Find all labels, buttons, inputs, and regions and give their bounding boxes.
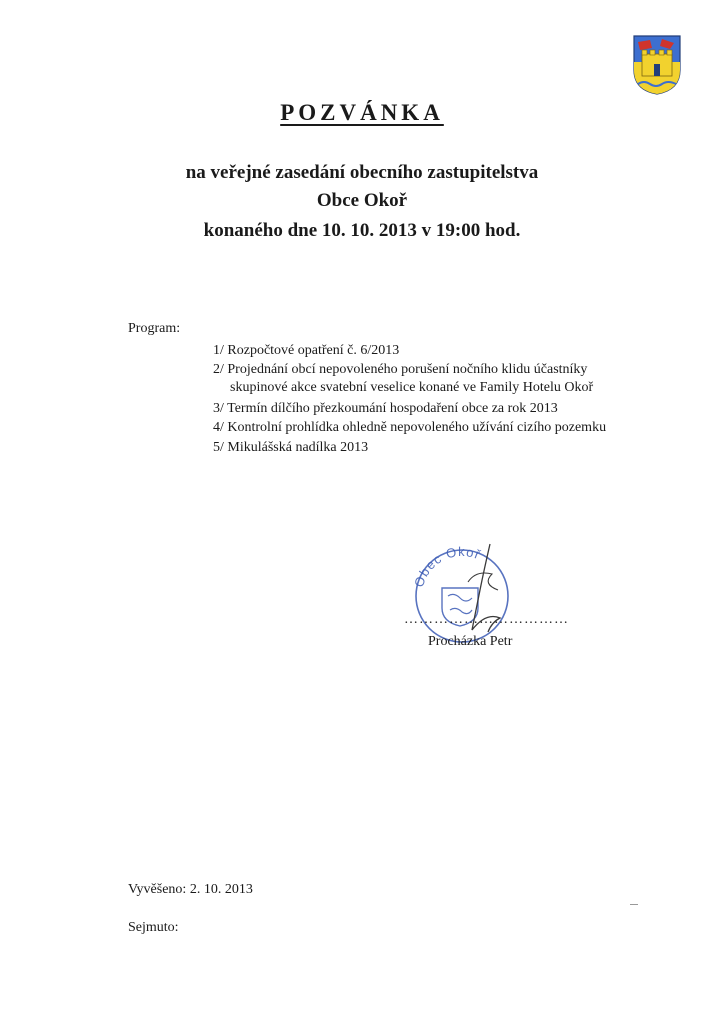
municipality-name: Obce Okoř [316, 190, 408, 211]
coat-of-arms-emblem [632, 34, 682, 96]
removed-label: Sejmuto: [128, 920, 179, 935]
program-item-5: 5/ Mikulášská nadílka 2013 [213, 440, 369, 455]
signature-line: …………………………… [404, 612, 569, 627]
program-item-2-line-2: skupinové akce svatební veselice konané ve Family Hotelu Okoř [230, 380, 594, 395]
program-item-3: 3/ Termín dílčího přezkoumání hospodaření obce za rok 2013 [213, 401, 558, 416]
program-item-4: 4/ Kontrolní prohlídka ohledně nepovoleného užívání cizího pozemku [213, 420, 607, 435]
scan-mark [630, 904, 638, 905]
posted-date: Vyvěšeno: 2. 10. 2013 [128, 882, 253, 897]
stamp-text: Obec Okoř [411, 543, 483, 589]
program-label: Program: [128, 321, 181, 336]
invitation-title: POZVÁNKA [280, 100, 444, 125]
signer-name: Procházka Petr [428, 634, 513, 649]
meeting-date-line: konaného dne 10. 10. 2013 v 19:00 hod. [203, 220, 521, 241]
svg-text:Obec Okoř [411, 544, 483, 589]
subtitle-line-1: na veřejné zasedání obecního zastupitelstva [185, 162, 539, 183]
program-item-2-line-1: 2/ Projednání obcí nepovoleného porušení nočního klidu účastníky [213, 362, 588, 377]
program-item-1: 1/ Rozpočtové opatření č. 6/2013 [213, 343, 400, 358]
